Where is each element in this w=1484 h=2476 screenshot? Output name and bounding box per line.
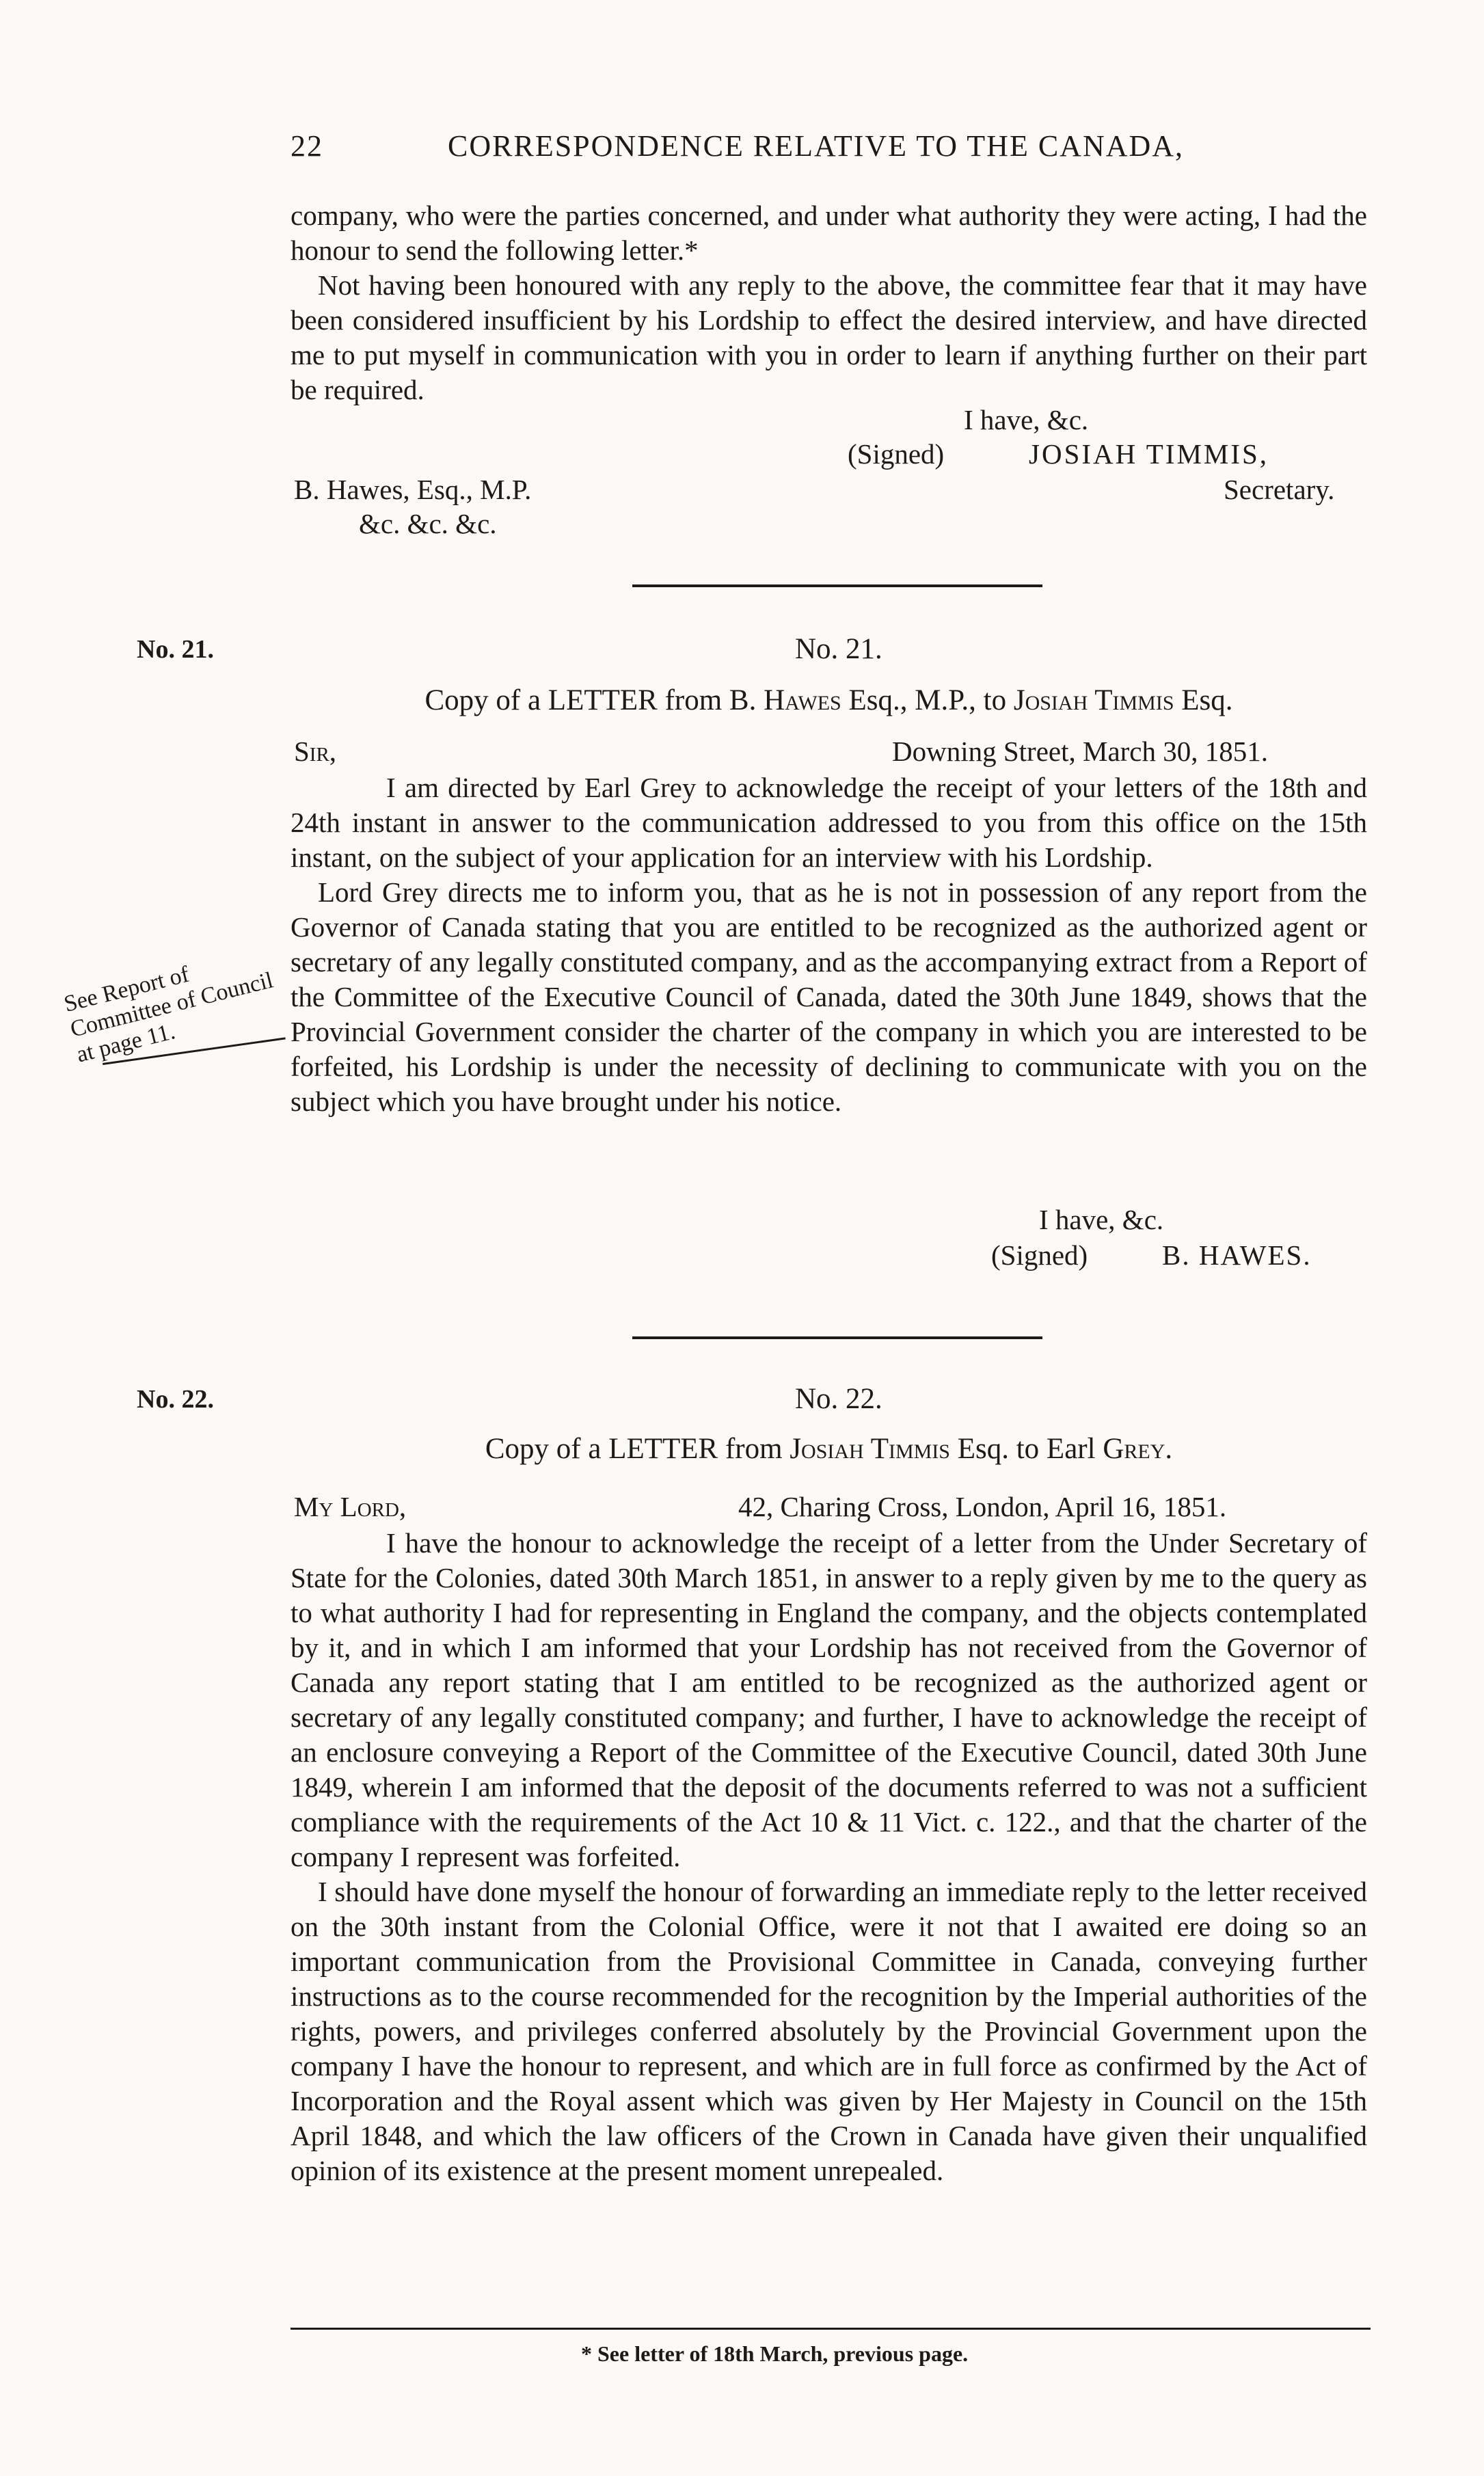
- margin-note-see-report: See Report of Committee of Council at page 11.: [62, 961, 276, 1068]
- intro-paragraph-1: company, who were the parties concerned, and under what authority they were acting, I had the honour to send the following letter.*: [291, 200, 1367, 266]
- intro-paragraph-2: Not having been honoured with any reply to the above, the committee fear that it may have been considered insufficient by his Lordship to effect the desired interview, and have directed me to put myself in communication with you in order to learn if anything further on their part be required.: [291, 269, 1367, 405]
- margin-number-21: No. 21.: [137, 635, 214, 664]
- letter-22-paragraph-2: I should have done myself the honour of forwarding an immediate reply to the letter received on the 30th instant from the Colonial Office, were it not that I awaited ere doing so an important communication from the Provisional Committee in Canada, conveying further instructions as to the course recommended for the recognition by the Imperial authorities of the rights, powers, and privileges conferred absolutely by the Provincial Government upon the company I have the honour to represent, and which are in full force as confirmed by the Act of Incorporation and the Royal assent which was given by Her Majesty in Council on the 15th April 1848, and which the law officers of the Crown in Canada have given their unqualified opinion of its existence at the present moment unrepealed.: [291, 1876, 1367, 2186]
- intro-addressee: B. Hawes, Esq., M.P.: [294, 474, 532, 505]
- footnote-rule: [291, 2328, 1371, 2330]
- letter-21-body: [291, 770, 1367, 1119]
- intro-signer-title: Secretary.: [1224, 474, 1335, 505]
- running-title: CORRESPONDENCE RELATIVE TO THE CANADA,: [448, 129, 1185, 163]
- intro-signer: JOSIAH TIMMIS,: [1029, 438, 1269, 470]
- section-divider: [632, 584, 1042, 587]
- letter-22-paragraph-1: I have the honour to acknowledge the receipt of a letter from the Under Secretary of State for the Colonies, dated 30th March 1851, in answer to a reply given by me to the query as to what authority I had for representing in England the company, and the objects contemplated by it, and in which I am informed that your Lordship has not received from the Governor of Canada any report stating that I am entitled to be recognized as the authorized agent or secretary of any legally constituted company; and further, I have to acknowledge the receipt of an enclosure conveying a Report of the Committee of the Executive Council, dated 30th June 1849, wherein I am informed that the deposit of the documents referred to was not a sufficient compliance with the requirements of the Act 10 & 11 Vict. c. 122., and that the charter of the company I represent was forfeited.: [291, 1527, 1367, 1872]
- letter-number-21: No. 21.: [795, 633, 882, 665]
- running-header: [291, 129, 1371, 176]
- letter-22-title: Copy of a LETTER from Josiah Timmis Esq. to Earl Grey.: [485, 1433, 1173, 1465]
- letter-22-dateline: 42, Charing Cross, London, April 16, 1851.: [738, 1491, 1227, 1522]
- letter-number-22: No. 22.: [795, 1383, 882, 1415]
- letter-21-closing: I have, &c.: [1039, 1204, 1164, 1235]
- intro-closing: I have, &c.: [964, 404, 1089, 435]
- letter-21-title: Copy of a LETTER from B. Hawes Esq., M.P., to Josiah Timmis Esq.: [424, 684, 1233, 716]
- intro-signed-label: (Signed): [848, 438, 945, 470]
- letter-21-paragraph-2: Lord Grey directs me to inform you, that as he is not in possession of any report from the Governor of Canada stating that you are entitled to be recognized as the authorized agent or secretary of any legally constituted company, and as the accompanying extract from a Report of the Committee of the Executive Council of Canada, dated the 30th June 1849, shows that the Provincial Government consider the charter of the company in which you are interested to be forfeited, his Lordship is under the necessity of declining to communicate with you on the subject which you have brought under his notice.: [291, 876, 1367, 1117]
- footnote: * See letter of 18th March, previous page.: [581, 2341, 969, 2366]
- margin-number-22: No. 22.: [137, 1385, 214, 1414]
- intro-addressee-etc: &c. &c. &c.: [359, 508, 497, 539]
- intro-section: [291, 198, 1367, 407]
- section-divider: [632, 1336, 1042, 1339]
- letter-21-salutation: Sir,: [294, 736, 337, 767]
- letter-22-salutation: My Lord,: [294, 1491, 407, 1522]
- letter-21-paragraph-1: I am directed by Earl Grey to acknowledge the receipt of your letters of the 18th and 24th instant in answer to the communication addressed to you from this office on the 15th instant, on the subject of your application for an interview with his Lordship.: [291, 772, 1367, 873]
- letter-22-body: [291, 1526, 1367, 2188]
- letter-21-signed-label: (Signed): [991, 1239, 1088, 1271]
- page-number: 22: [291, 129, 323, 163]
- letter-21-signer: B. HAWES.: [1162, 1239, 1312, 1271]
- letter-21-dateline: Downing Street, March 30, 1851.: [892, 736, 1268, 767]
